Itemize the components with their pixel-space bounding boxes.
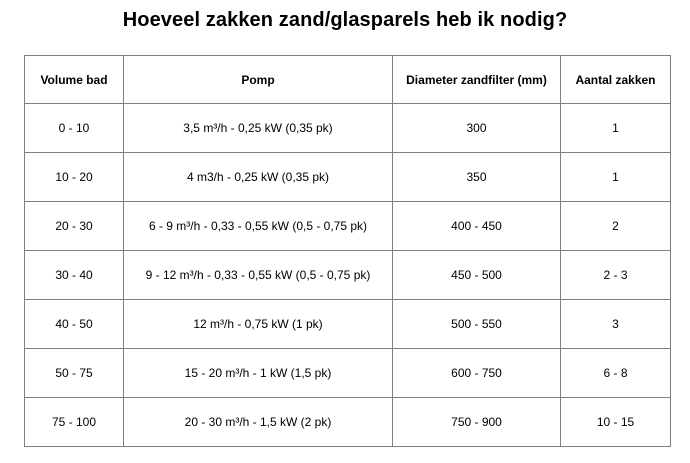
cell-aantal: 3 [561,300,671,349]
cell-diameter: 400 - 450 [393,202,561,251]
page-title: Hoeveel zakken zand/glasparels heb ik nodig? [122,9,568,31]
table-row [25,104,671,153]
cell-diameter: 300 [393,104,561,153]
cell-diameter: 450 - 500 [393,251,561,300]
cell-volume: 50 - 75 [25,349,124,398]
cell-diameter: 600 - 750 [393,349,561,398]
table-header-row [25,56,671,104]
header-aantal-zakken: Aantal zakken [561,56,671,104]
cell-volume: 20 - 30 [25,202,124,251]
cell-diameter: 350 [393,153,561,202]
cell-pomp: 6 - 9 m³/h - 0,33 - 0,55 kW (0,5 - 0,75 pk) [124,202,393,251]
cell-aantal: 6 - 8 [561,349,671,398]
cell-pomp: 9 - 12 m³/h - 0,33 - 0,55 kW (0,5 - 0,75 pk) [124,251,393,300]
cell-pomp: 15 - 20 m³/h - 1 kW (1,5 pk) [124,349,393,398]
table-row [25,398,671,447]
header-pomp: Pomp [124,56,393,104]
table-row [25,300,671,349]
table-row [25,251,671,300]
cell-volume: 10 - 20 [25,153,124,202]
cell-aantal: 1 [561,153,671,202]
sand-bags-table [24,55,671,447]
cell-volume: 40 - 50 [25,300,124,349]
cell-pomp: 3,5 m³/h - 0,25 kW (0,35 pk) [124,104,393,153]
cell-diameter: 500 - 550 [393,300,561,349]
cell-aantal: 10 - 15 [561,398,671,447]
cell-diameter: 750 - 900 [393,398,561,447]
cell-aantal: 2 [561,202,671,251]
cell-volume: 0 - 10 [25,104,124,153]
cell-volume: 30 - 40 [25,251,124,300]
cell-aantal: 2 - 3 [561,251,671,300]
table-row [25,153,671,202]
cell-volume: 75 - 100 [25,398,124,447]
header-diameter-zandfilter: Diameter zandfilter (mm) [393,56,561,104]
cell-aantal: 1 [561,104,671,153]
table-row [25,202,671,251]
cell-pomp: 20 - 30 m³/h - 1,5 kW (2 pk) [124,398,393,447]
cell-pomp: 4 m3/h - 0,25 kW (0,35 pk) [124,153,393,202]
table-row [25,349,671,398]
cell-pomp: 12 m³/h - 0,75 kW (1 pk) [124,300,393,349]
header-volume-bad: Volume bad [25,56,124,104]
